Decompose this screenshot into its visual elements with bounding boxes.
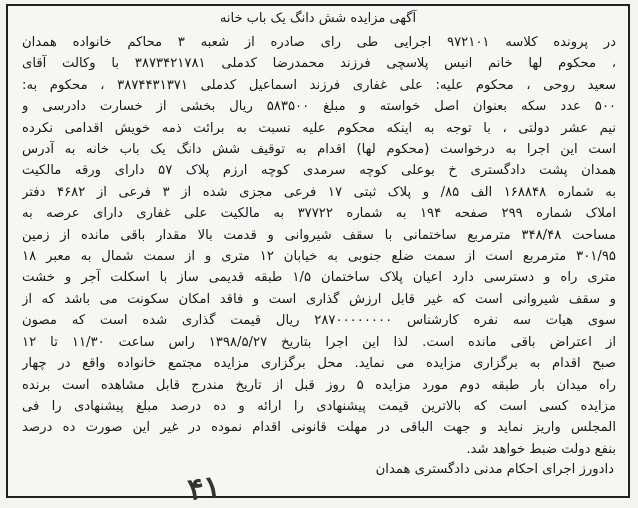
signature: دادورز اجرای احکام مدنی دادگستری همدان: [375, 462, 614, 477]
notice-line: مساحت ۳۴۸/۴۸ مترمربع ساختمانی با سقف شیروانی و قدمت بالا مقدار باقی مانده از زمین: [22, 227, 616, 243]
notice-body: [22, 32, 616, 460]
notice-line: مزایده کسی است که بالاترین قیمت پیشنهادی را ارائه و ده درصد مبلغ پیشنهادی را فی: [22, 398, 616, 414]
notice-line: صبح اقدام به برگزاری مزایده می نماید. محل برگزاری مزایده مجتمع خانواده واقع در چهار: [22, 356, 616, 372]
notice-line: همدان پشت دادگستری خ بوعلی کوچه سرمدی کوچه ارزم پلاک ۵۷ دارای ورقه مالکیت: [22, 163, 616, 179]
notice-box: [6, 4, 630, 498]
notice-line: از اعتراض باقی مانده است. لذا این اجرا بتاریخ ۱۳۹۸/۵/۲۷ راس ساعت ۱۱/۳۰ تا ۱۲: [22, 334, 616, 350]
notice-line: بنفع دولت ضبط خواهد شد.: [466, 441, 616, 457]
notice-line: سعید روحی ، محکوم علیه: علی غفاری فرزند اسماعیل کدملی ۳۸۷۴۴۳۱۳۷۱ ، محکوم به:: [22, 77, 616, 93]
notice-line: ، محکوم لها خانم انیس پلاسچی فرزند محمدرضا کدملی ۳۸۷۳۴۲۱۷۸۱ با وکالت آقای: [22, 56, 616, 72]
notice-line: راه میدان بار طبقه دوم مورد مزایده ۵ روز قبل از تاریخ مندرج قابل مشاهده است برنده: [22, 377, 616, 393]
notice-line: المجلس واریز نماید و جهت الباقی در مهلت قانونی اقدام نموده در غیر این صورت ده درصد: [22, 420, 616, 436]
notice-line: ۳۰۱/۹۵ مترمربع است از سمت ضلع جنوبی به خیابان ۱۲ متری و از سمت شمال به معبر ۱۸: [22, 249, 616, 265]
notice-line: به شماره ۱۶۸۸۴۸ الف ۸۵/ و پلاک ثبتی ۱۷ فرعی مجزی شده از ۳ فرعی از ۴۶۸۲ دفتر: [22, 184, 616, 200]
handwritten-number: ۴۱: [185, 468, 223, 508]
notice-line: سوی هیات سه نفره کارشناس ۲۸۷۰۰۰۰۰۰۰۰ ریال قیمت گذاری شده است که مصون: [22, 313, 616, 329]
notice-line: در پرونده کلاسه ۹۷۲۱۰۱ اجرایی طی رای صادره از شعبه ۳ محاکم خانواده همدان: [22, 35, 616, 50]
notice-line: املاک شماره ۲۹۹ صفحه ۱۹۴ به شماره ۳۷۷۲۲ به مالکیت علی غفاری دارای عرصه به: [22, 206, 616, 222]
notice-line: ۵۰۰ عدد سکه بعنوان اصل خواسته و مبلغ ۵۸۳۵۰۰ ریال بخشی از خسارت دادرسی و: [22, 99, 616, 115]
notice-line: متری راه و دسترسی دارد اعیان پلاک ساختمان ۱/۵ طبقه قدیمی ساز با اسکلت آجر و خشت: [22, 270, 616, 286]
notice-line: است این اجرا به درخواست (محکوم لها) اقدام به توقیف شش دانگ یک باب خانه به آدرس: [22, 142, 616, 158]
notice-title: آگهی مزایده شش دانگ یک باب خانه: [219, 11, 417, 26]
notice-line: و سقف شیروانی است که غیر قابل ارزش گذاری است و فاقد امکان سکونت می باشد که از: [22, 291, 616, 307]
notice-line: نیم عشر دولتی ، با توجه به اینکه محکوم علیه نسبت به برائت ذمه خویش اقدامی نکرده: [22, 120, 616, 136]
